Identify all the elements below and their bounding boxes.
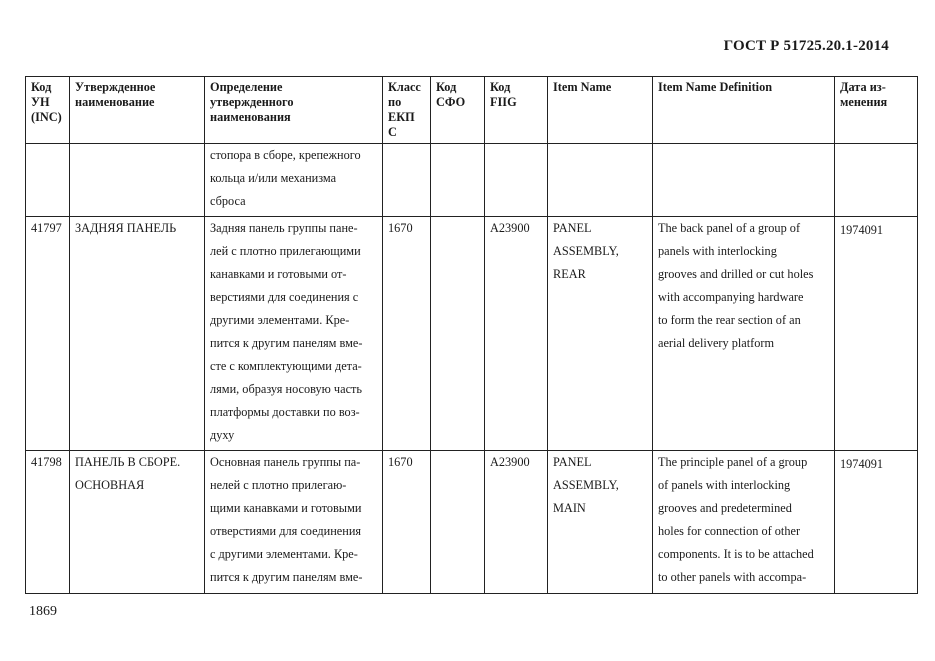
col-header-item-definition: Item Name Definition xyxy=(653,77,835,144)
table-row xyxy=(26,217,918,451)
col-header-class: Класс по ЕКП С xyxy=(383,77,431,144)
cell-item-definition xyxy=(653,144,835,217)
col-header-definition: Определение утвержденного наименования xyxy=(205,77,383,144)
cell-fiig xyxy=(485,144,548,217)
cell-item-name: PANEL ASSEMBLY, MAIN xyxy=(548,451,653,594)
cell-name: ПАНЕЛЬ В СБОРЕ. ОСНОВНАЯ xyxy=(70,451,205,594)
col-header-approved-name: Утвержденное наименование xyxy=(70,77,205,144)
cell-fiig: A23900 xyxy=(485,451,548,594)
table-row xyxy=(26,451,918,594)
cell-sfo xyxy=(431,451,485,594)
cell-class: 1670 xyxy=(383,217,431,451)
cell-date: 1974091 xyxy=(835,217,918,451)
cell-item-definition: The principle panel of a group of panels with interlocking grooves and predetermined holes for connection of other components. It is to be attached to other panels with accompa- xyxy=(653,451,835,594)
cell-class xyxy=(383,144,431,217)
cell-item-name: PANEL ASSEMBLY, REAR xyxy=(548,217,653,451)
cell-definition: стопора в сборе, крепежного кольца и/или механизма сброса xyxy=(205,144,383,217)
cell-fiig: A23900 xyxy=(485,217,548,451)
col-header-inc: Код УН (INC) xyxy=(26,77,70,144)
cell-inc: 41798 xyxy=(26,451,70,594)
col-header-fiig: Код FIIG xyxy=(485,77,548,144)
cell-definition: Основная панель группы па- нелей с плотно прилегаю- щими канавками и готовыми отверстиями для соединения с другими элементами. Кре- пится к другим панелям вме- xyxy=(205,451,383,594)
col-header-sfo: Код СФО xyxy=(431,77,485,144)
cell-date: 1974091 xyxy=(835,451,918,594)
col-header-date: Дата из- менения xyxy=(835,77,918,144)
cell-sfo xyxy=(431,217,485,451)
cell-sfo xyxy=(431,144,485,217)
table-header-row xyxy=(26,77,918,144)
cell-item-definition: The back panel of a group of panels with interlocking grooves and drilled or cut holes with accompanying hardware to form the rear section of an aerial delivery platform xyxy=(653,217,835,451)
cell-date xyxy=(835,144,918,217)
page-number: 1869 xyxy=(29,604,57,619)
cell-inc: 41797 xyxy=(26,217,70,451)
cell-inc xyxy=(26,144,70,217)
catalog-table xyxy=(25,76,918,594)
cell-definition: Задняя панель группы пане- лей с плотно прилегающими канавками и готовыми от- верстиями для соединения с другими элементами. Кре- пится к другим панелям вме- сте с комплектующими дета- лями, образуя носовую часть платформы доставки по воз- духу xyxy=(205,217,383,451)
document-code: ГОСТ Р 51725.20.1-2014 xyxy=(723,38,889,54)
cell-class: 1670 xyxy=(383,451,431,594)
col-header-item-name: Item Name xyxy=(548,77,653,144)
cell-name xyxy=(70,144,205,217)
table-row xyxy=(26,144,918,217)
cell-name: ЗАДНЯЯ ПАНЕЛЬ xyxy=(70,217,205,451)
cell-item-name xyxy=(548,144,653,217)
